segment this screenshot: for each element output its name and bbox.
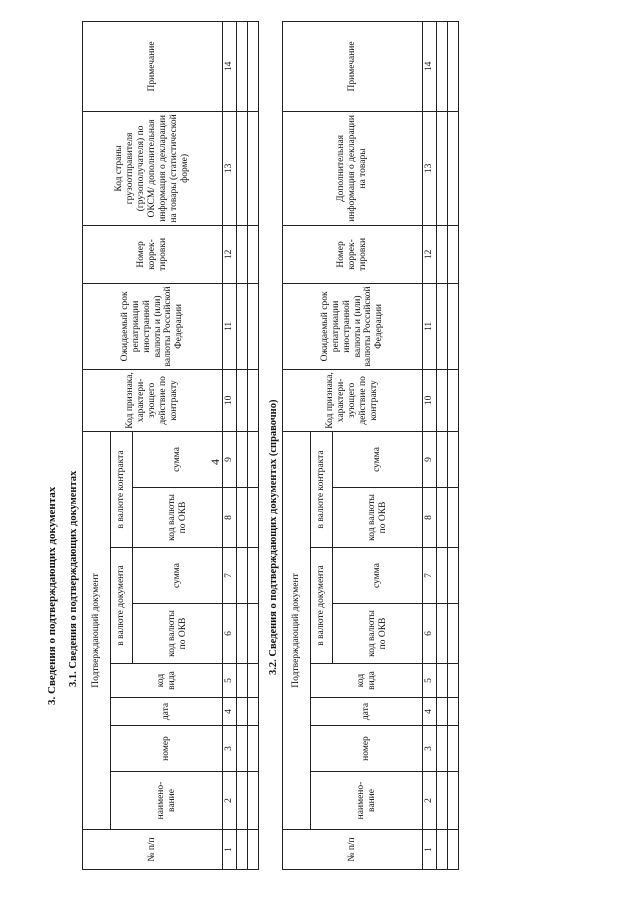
header-doc-kind: код вида (311, 664, 423, 698)
col-num: 3 (223, 726, 237, 772)
header-country-code: Код страны грузоотправителя (грузополучателя) по ОКСМ/ дополнительная информация о декларации на товары (статистической форме) (83, 111, 223, 225)
col-num: 11 (223, 283, 237, 369)
col-num: 8 (423, 488, 437, 548)
header-doc-name: наимено-вание (111, 772, 223, 830)
col-num: 4 (223, 698, 237, 726)
col-num: 2 (223, 772, 237, 830)
header-doc-currency: в валюте документа (311, 548, 333, 664)
header-contract-currency: в валюте контракта (311, 431, 333, 547)
section-title: 3. Сведения о подтверждающих документах (46, 486, 58, 705)
empty-row (247, 21, 258, 869)
col-num: 12 (223, 225, 237, 283)
header-additional-info: Дополнительная информация о декларации на товары (283, 111, 423, 225)
header-contract-currency: в валюте контракта (111, 431, 133, 547)
col-num: 10 (423, 369, 437, 431)
col-num: 3 (423, 726, 437, 772)
table-confirming-documents (82, 21, 259, 870)
col-num: 1 (423, 830, 437, 870)
header-contract-currency-code: код валюты по ОКВ (133, 488, 223, 548)
col-num: 1 (223, 830, 237, 870)
col-num: 11 (423, 283, 437, 369)
col-num: 7 (423, 548, 437, 604)
header-contract-currency-code: код валюты по ОКВ (333, 488, 423, 548)
col-num: 14 (223, 21, 237, 111)
table-confirming-documents-reference (282, 21, 459, 870)
col-num: 13 (423, 111, 437, 225)
col-num: 2 (423, 772, 437, 830)
header-note: Примечание (283, 21, 423, 111)
col-num: 8 (223, 488, 237, 548)
header-doc-kind: код вида (111, 664, 223, 698)
header-doc-currency-sum: сумма (333, 548, 423, 604)
header-repatriation-term: Ожидаемый срок репатриации иностранной валюты и (или) валюты Российской Федерации (283, 283, 423, 369)
col-num: 7 (223, 548, 237, 604)
table1-title: 3.1. Сведения о подтверждающих документах (68, 470, 79, 687)
empty-row (236, 21, 247, 869)
col-num: 5 (423, 664, 437, 698)
header-confirming-document: Подтверждающий документ (83, 431, 111, 829)
header-row-number: № п/п (283, 830, 423, 870)
header-doc-number: номер (311, 726, 423, 772)
col-num: 10 (223, 369, 237, 431)
page-number: 4 (208, 459, 222, 465)
header-note: Примечание (83, 21, 223, 111)
header-action-sign: Код признака, характери-зующего действие по контракту (83, 369, 223, 431)
col-num: 14 (423, 21, 437, 111)
header-correction-number: Номер коррек-тировки (83, 225, 223, 283)
header-doc-currency-sum: сумма (133, 548, 223, 604)
header-correction-number: Номер коррек-тировки (283, 225, 423, 283)
col-num: 5 (223, 664, 237, 698)
header-contract-currency-sum: сумма (333, 431, 423, 487)
header-doc-name: наимено-вание (311, 772, 423, 830)
column-numbers-row (423, 21, 437, 869)
header-contract-currency-sum: сумма (133, 431, 223, 487)
col-num: 9 (223, 431, 237, 487)
empty-row (436, 21, 447, 869)
header-repatriation-term: Ожидаемый срок репатриации иностранной валюты и (или) валюты Российской Федерации (83, 283, 223, 369)
table2-title: 3.2. Сведения о подтверждающих документах (справочно) (268, 399, 279, 675)
col-num: 6 (423, 604, 437, 664)
header-row-number: № п/п (83, 830, 223, 870)
header-action-sign: Код признака, характери-зующего действие по контракту (283, 369, 423, 431)
col-num: 13 (223, 111, 237, 225)
header-doc-date: дата (111, 698, 223, 726)
column-numbers-row (223, 21, 237, 869)
header-doc-currency: в валюте документа (111, 548, 133, 664)
col-num: 9 (423, 431, 437, 487)
empty-row (447, 21, 458, 869)
header-doc-currency-code: код валюты по ОКВ (333, 604, 423, 664)
header-doc-number: номер (111, 726, 223, 772)
header-confirming-document: Подтверждающий документ (283, 431, 311, 829)
header-doc-date: дата (311, 698, 423, 726)
col-num: 12 (423, 225, 437, 283)
col-num: 4 (423, 698, 437, 726)
header-doc-currency-code: код валюты по ОКВ (133, 604, 223, 664)
col-num: 6 (223, 604, 237, 664)
